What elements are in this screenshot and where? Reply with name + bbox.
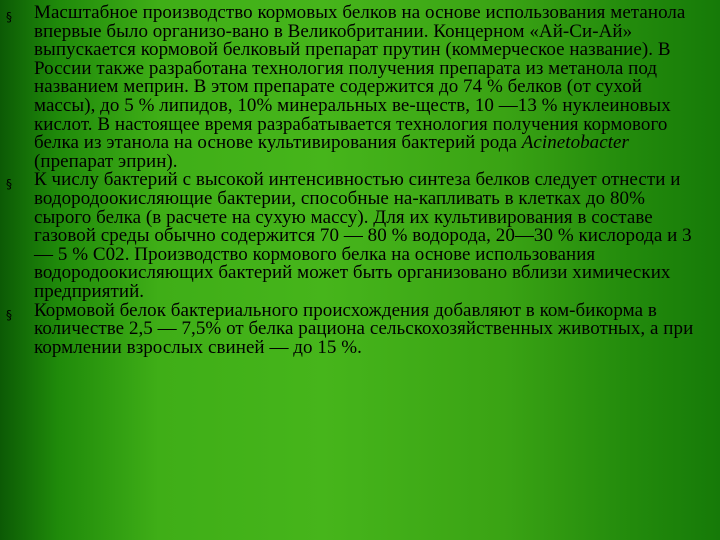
bullet-item-2: [6, 171, 706, 301]
bullet-text-3: Кормовой белок бактериального происхождения добавляют в ком-бикорма в количестве 2,5 — 7,5% от белка рациона сельскохозяйственных животных, а при кормлении взрослых свиней — до 15 %.: [34, 299, 694, 358]
bullet-marker-icon: §: [6, 177, 12, 192]
bullet-text-1-after: (препарат эприн).: [34, 150, 178, 172]
bullet-text-1-italic: Acinetobacter: [521, 132, 629, 154]
bullet-item-1: [6, 4, 706, 171]
bullet-item-3: [6, 299, 706, 358]
slide-content: [6, 4, 706, 357]
bullet-marker-icon: §: [6, 10, 12, 24]
bullet-marker-icon: §: [6, 307, 12, 322]
bullet-text-1-before: Масштабное производство кормовых белков на основе использования метанола впервые было организо-вано в Великобритании. Концерном «Ай-Си-Ай» выпускается кормовой белковый препарат прутин (коммерческое название). В России также разработана технология получения препарата из метанола под названием меприн. В этом препарате содержится до 74 % белков (от сухой массы), до 5 % липидов, 10% минеральных ве-ществ, 10 —13 % нуклеиновых кислот. В настоящее время разрабатывается технология получения кормового белка из этанола на основе культивирования бактерий рода: [34, 2, 686, 154]
bullet-text-1: [34, 4, 706, 171]
bullet-text-2: К числу бактерий с высокой интенсивностью синтеза белков следует отнести и водородоокисляющие бактерии, способные на-капливать в клетках до 80% сырого белка (в расчете на сухую массу). Для их культивирования в составе газовой среды обычно содержится 70 — 80 % водорода, 20—30 % кислорода и 3 — 5 % С02. Производство кормового белка на основе использования водородоокисляющих бактерий может быть организовано вблизи химических предприятий.: [34, 169, 692, 302]
